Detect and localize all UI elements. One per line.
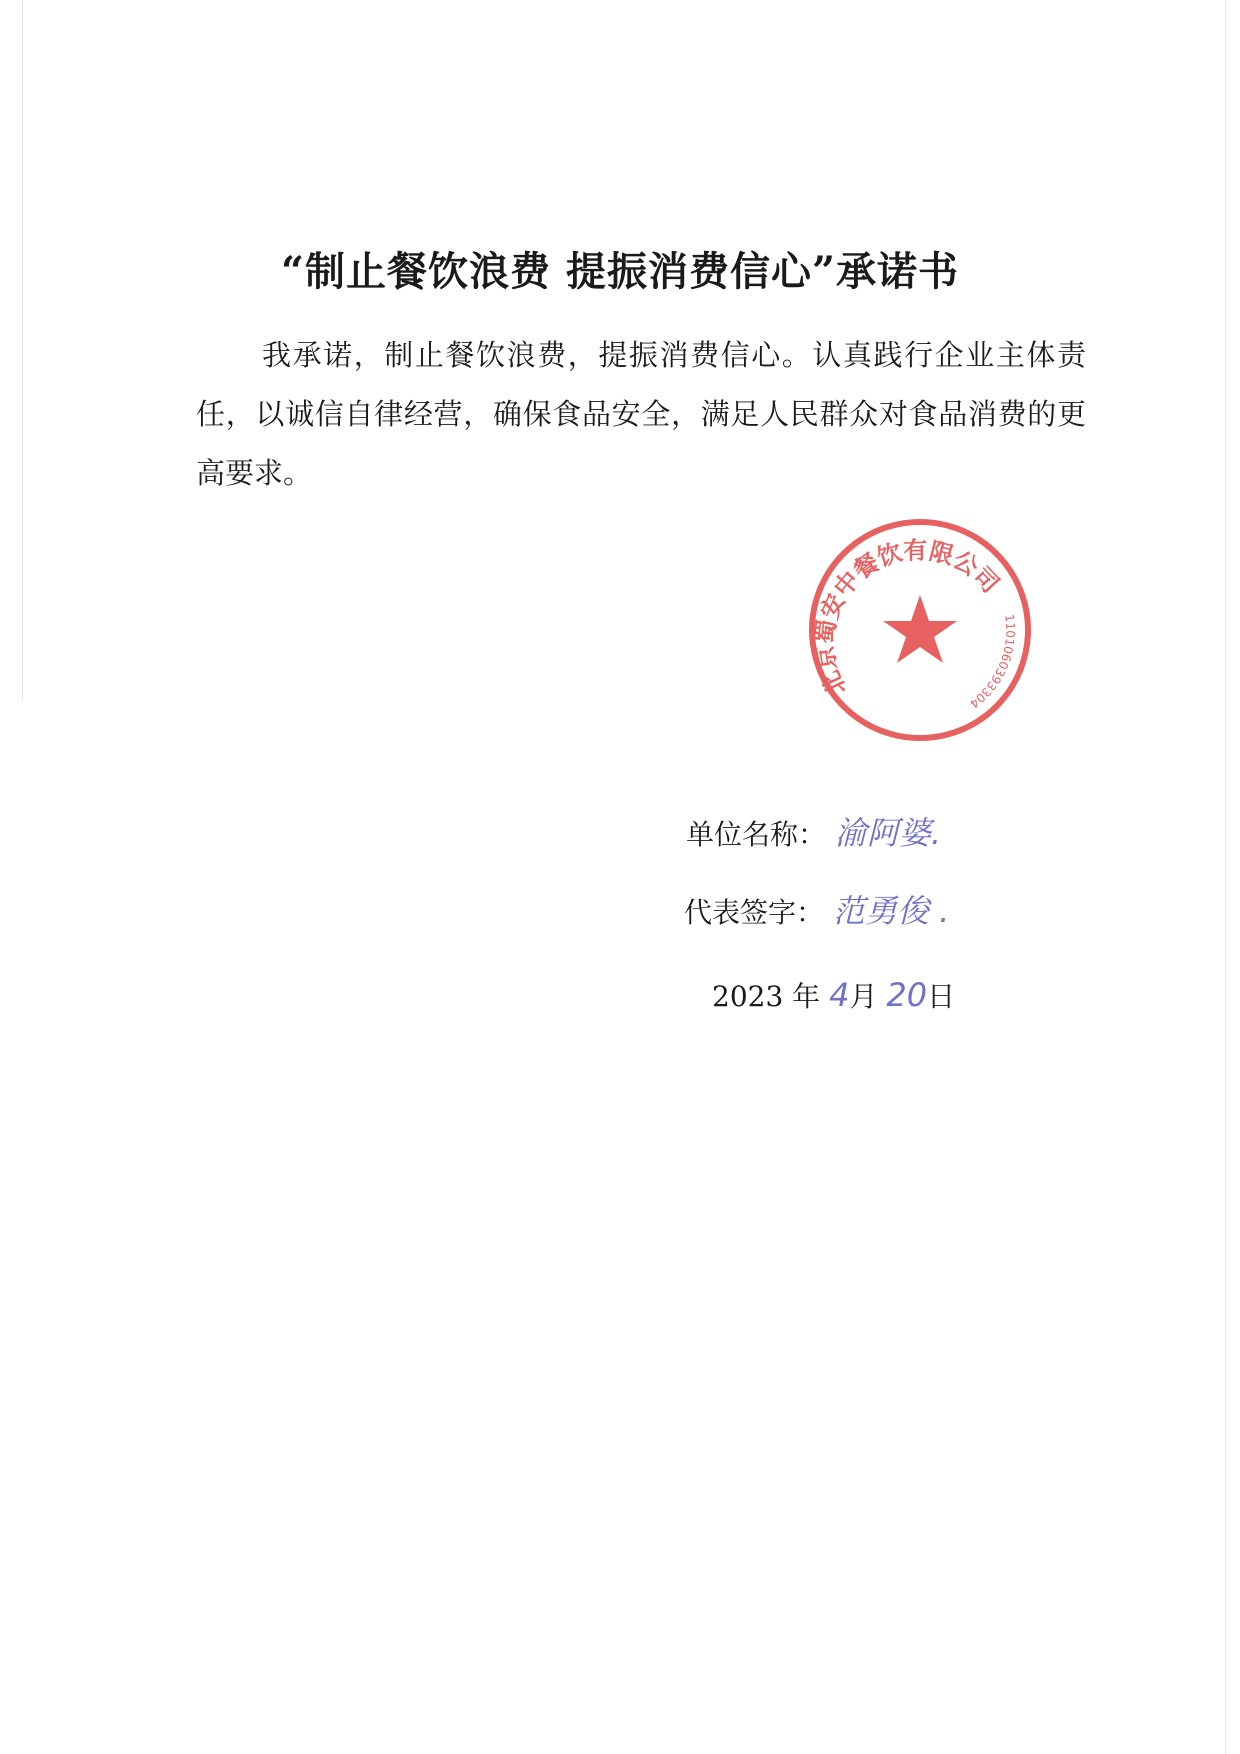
date-year: 2023 年 <box>712 980 821 1013</box>
unit-name-handwritten: 渝阿婆. <box>834 814 942 852</box>
date-month-unit: 月 <box>849 980 878 1013</box>
company-seal <box>805 515 1035 745</box>
unit-name-row <box>686 808 941 854</box>
document-title: “制止餐饮浪费 提振消费信心”承诺书 <box>281 248 959 295</box>
unit-name-label: 单位名称： <box>686 818 827 851</box>
representative-label: 代表签字： <box>684 896 825 929</box>
star-icon <box>883 595 957 663</box>
scan-edge <box>22 0 23 700</box>
representative-row <box>684 886 949 932</box>
date-day-unit: 日 <box>927 980 956 1013</box>
seal-number-text: 1101060393304 <box>967 613 1018 711</box>
representative-signature: 范勇俊 . <box>832 892 950 930</box>
date-day-handwritten: 20 <box>886 976 928 1014</box>
date-month-handwritten: 4 <box>829 976 850 1014</box>
date-row <box>712 975 955 1015</box>
commitment-text: 我承诺，制止餐饮浪费，提振消费信心。认真践行企业主体责任，以诚信自律经营，确保食品安全，满足人民群众对食品消费的更高要求。 <box>196 338 1086 490</box>
seal-company-text: 北京蜀安中餐饮有限公司 <box>810 536 1005 700</box>
